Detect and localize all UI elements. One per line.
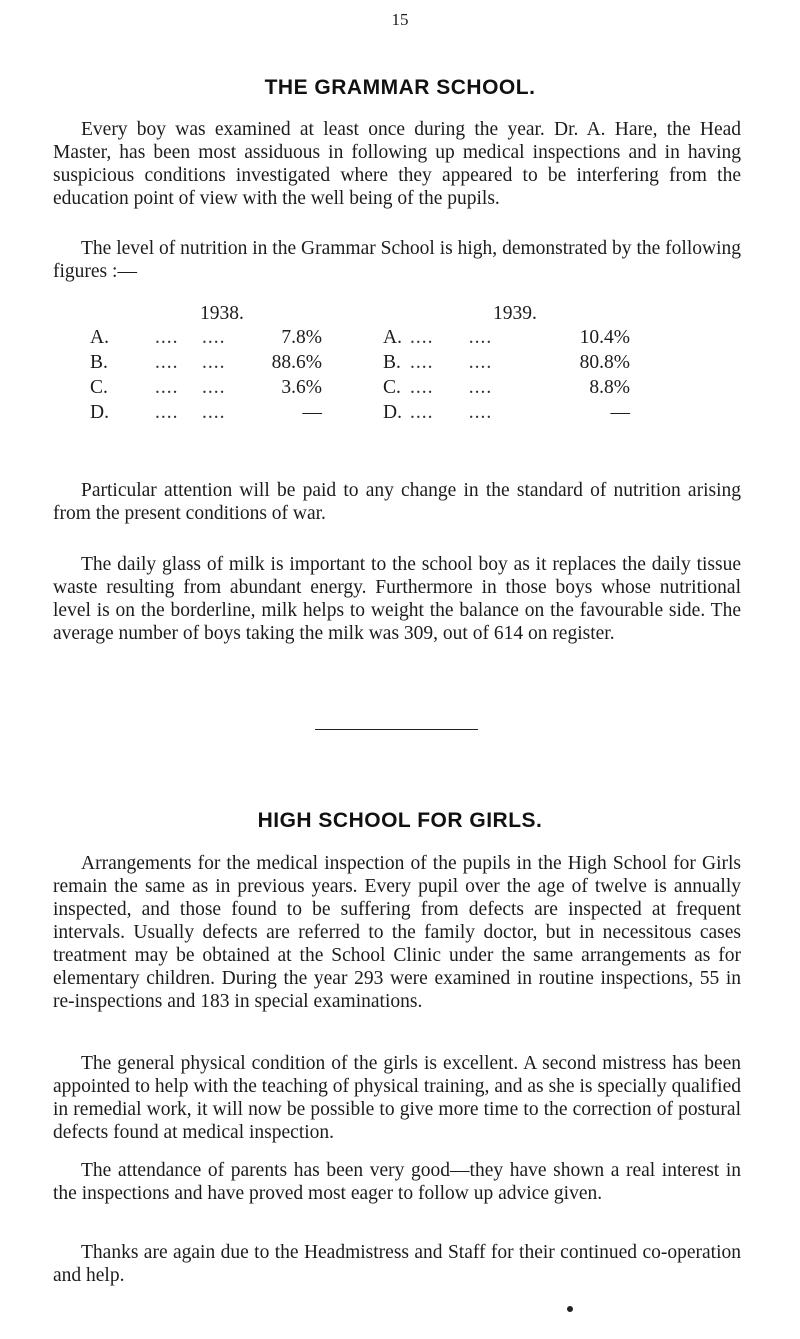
value-1939: 8.8% (589, 377, 630, 398)
girls-school-paragraph-4: Thanks are again due to the Headmistress and Staff for their continued co-operation and help. (53, 1242, 741, 1286)
year-1938-label: 1938. (200, 303, 244, 324)
grade-label-1938: B. (90, 352, 108, 373)
value-1938: 3.6% (281, 377, 322, 398)
leader-dots: .... .... (155, 352, 226, 373)
leader-dots: .... .... (410, 352, 493, 373)
grammar-school-heading: THE GRAMMAR SCHOOL. (264, 76, 536, 99)
nutrition-row (90, 352, 730, 377)
value-1939: 10.4% (579, 327, 630, 348)
section-divider (315, 729, 478, 730)
stray-dot (567, 1306, 573, 1312)
grade-label-1939: D. (383, 402, 402, 423)
grade-label-1939: B. (383, 352, 401, 373)
value-1938: 7.8% (281, 327, 322, 348)
girls-school-paragraph-2: The general physical condition of the girls is excellent. A second mistress has been appointed to help with the teaching of physical training, and as she is specially qualified in remedial work, it will now be possible to give more time to the correction of postural defects found at medical inspection. (53, 1053, 741, 1143)
grade-label-1938: A. (90, 327, 109, 348)
grade-label-1938: C. (90, 377, 108, 398)
grammar-school-paragraph-1: Every boy was examined at least once during the year. Dr. A. Hare, the Head Master, has been most assiduous in following up medical inspections and in having suspicious conditions investigated where they appeared to be interfering from the education point of view with the well being of the pupils. (53, 119, 741, 209)
grammar-school-paragraph-3: Particular attention will be paid to any change in the standard of nutrition arising from the present conditions of war. (53, 480, 741, 524)
nutrition-row (90, 402, 730, 427)
nutrition-table-header (90, 303, 730, 327)
girls-school-paragraph-3: The attendance of parents has been very good—they have shown a real interest in the inspections and have proved most eager to follow up advice given. (53, 1160, 741, 1204)
value-1938: 88.6% (271, 352, 322, 373)
leader-dots: .... .... (410, 377, 493, 398)
value-1939: — (610, 402, 630, 423)
girls-school-paragraph-1: Arrangements for the medical inspection of the pupils in the High School for Girls remain the same as in previous years. Every pupil over the age of twelve is annually inspected, and those found to be suffering from defects are inspected at frequent intervals. Usually defects are referred to the family doctor, but in necessitous cases treatment may be obtained at the School Clinic under the same arrangements as for elementary children. During the year 293 were examined in routine inspections, 55 in re-inspections and 183 in special examinations. (53, 853, 741, 1012)
value-1938: — (302, 402, 322, 423)
page-number: 15 (391, 10, 409, 29)
nutrition-row (90, 377, 730, 402)
grade-label-1939: A. (383, 327, 402, 348)
year-1939-label: 1939. (493, 303, 537, 324)
value-1939: 80.8% (579, 352, 630, 373)
leader-dots: .... .... (155, 377, 226, 398)
leader-dots: .... .... (155, 402, 226, 423)
leader-dots: .... .... (410, 327, 493, 348)
leader-dots: .... .... (410, 402, 493, 423)
grade-label-1938: D. (90, 402, 109, 423)
grammar-school-paragraph-4: The daily glass of milk is important to the school boy as it replaces the daily tissue waste resulting from abundant energy. Furthermore in those boys whose nutritional level is on the borderline, milk helps to weight the balance on the favourable side. The average number of boys taking the milk was 309, out of 614 on register. (53, 554, 741, 644)
nutrition-table (90, 303, 730, 427)
girls-school-heading: HIGH SCHOOL FOR GIRLS. (257, 809, 543, 832)
nutrition-row (90, 327, 730, 352)
grammar-school-paragraph-2: The level of nutrition in the Grammar School is high, demonstrated by the following figures :— (53, 238, 741, 282)
leader-dots: .... .... (155, 327, 226, 348)
grade-label-1939: C. (383, 377, 401, 398)
